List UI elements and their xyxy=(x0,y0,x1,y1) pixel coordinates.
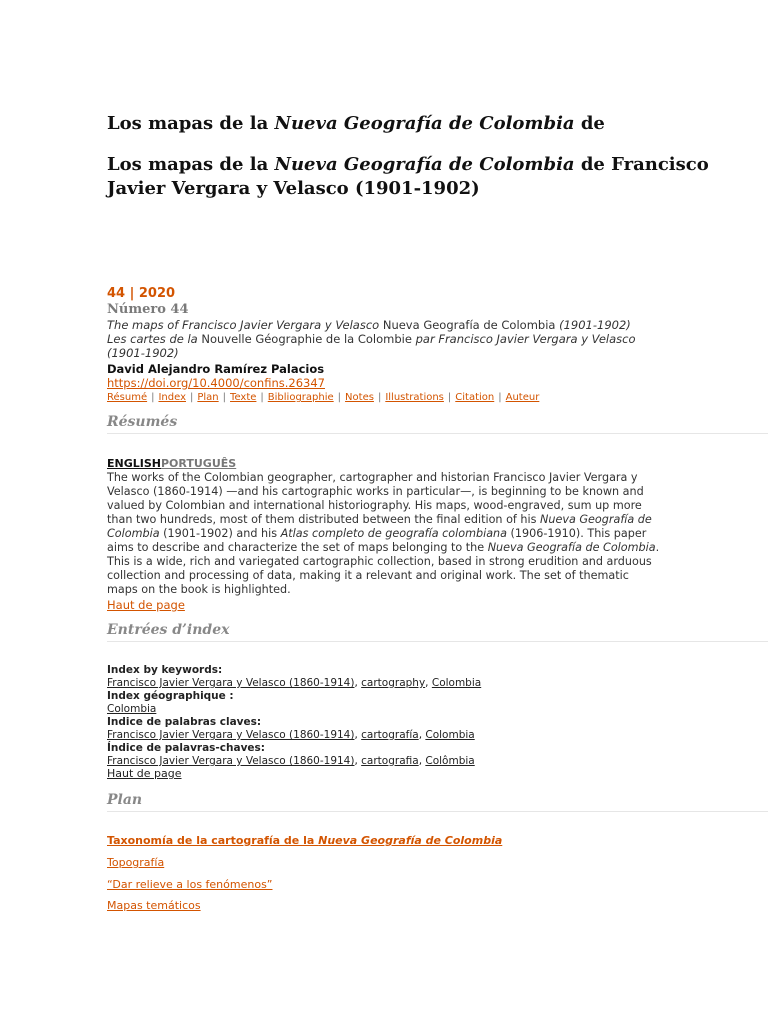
index-list-geographic xyxy=(107,703,667,716)
abstract-part: . This is a wide, rich and variegated cartographic collection, based in strong erudition and arduous collection and processing of data, making it a relevant and original work. The set of thematic maps on the book is highlighted. xyxy=(107,541,660,596)
back-to-top xyxy=(107,767,182,780)
abstract-italic: Atlas completo de geografía colombiana xyxy=(280,527,507,540)
toc-separator: | xyxy=(190,392,194,403)
abstract-text xyxy=(107,471,663,597)
index-list-keywords-pt xyxy=(107,755,667,768)
plan-item xyxy=(107,878,273,891)
index-link[interactable]: Colômbia xyxy=(425,755,475,767)
index-link[interactable]: cartografia xyxy=(361,755,419,767)
translated-title-en xyxy=(107,318,667,332)
index-label-keywords-en: Index by keywords: xyxy=(107,664,223,676)
toc-separator: | xyxy=(498,392,502,403)
abstract-italic: Nueva Geografía de Colombia xyxy=(107,513,652,540)
plan-item xyxy=(107,899,201,912)
toc-link-resume[interactable]: Résumé xyxy=(107,392,148,403)
index-label-keywords-pt: Índice de palavras-chaves: xyxy=(107,742,265,754)
plan-item xyxy=(107,834,502,847)
section-heading-resumes: Résumés xyxy=(107,414,768,434)
toc-separator: | xyxy=(447,392,452,403)
index-link[interactable]: cartography xyxy=(361,677,426,689)
toc-link-notes[interactable]: Notes xyxy=(345,392,374,403)
back-to-top xyxy=(107,598,185,612)
tab-english[interactable]: ENGLISH xyxy=(107,457,161,470)
section-heading-plan: Plan xyxy=(107,792,768,812)
doi-link[interactable]: https://doi.org/10.4000/confins.26347 xyxy=(107,376,325,390)
index-link[interactable]: Colombia xyxy=(431,677,482,689)
toc-link-illustrations[interactable]: Illustrations xyxy=(385,392,444,403)
plan-link-mapas-tematicos[interactable]: Mapas temáticos xyxy=(107,899,201,912)
plan-link-topografia[interactable]: Topografía xyxy=(107,856,165,869)
index-list-keywords-en xyxy=(107,677,667,690)
page-title-italic: Nueva Geografía de Colombia xyxy=(274,154,575,175)
doi xyxy=(107,376,667,390)
language-tabs xyxy=(107,457,236,470)
page-title-text: Los mapas de la xyxy=(107,154,275,175)
toc-separator: | xyxy=(377,392,382,403)
toc-separator: | xyxy=(151,392,155,403)
back-to-top-link[interactable]: Haut de page xyxy=(107,767,182,780)
toc-nav xyxy=(107,392,539,403)
index-separator: , xyxy=(354,677,362,689)
title-short-italic: Nueva Geografía de Colombia xyxy=(274,113,575,134)
plan-link-taxonomia[interactable] xyxy=(107,834,502,847)
index-entries xyxy=(107,664,667,768)
toc-link-bibliographie[interactable]: Bibliographie xyxy=(267,392,334,403)
index-separator: , xyxy=(354,755,362,767)
translated-title-en-years: (1901-1902) xyxy=(559,318,631,332)
title-short xyxy=(107,113,605,134)
toc-link-index[interactable]: Index xyxy=(158,392,186,403)
toc-link-texte[interactable]: Texte xyxy=(230,392,257,403)
translated-title-fr-roman: Nouvelle Géographie de la Colombie xyxy=(197,332,416,346)
page-title xyxy=(107,153,747,201)
plan-link-italic: Nueva Geografía de Colombia xyxy=(318,834,503,847)
plan-link-relieve[interactable]: “Dar relieve a los fenómenos” xyxy=(107,878,273,891)
translated-title-en-italic: The maps of Francisco Javier Vergara y Velasco xyxy=(107,318,380,332)
toc-separator: | xyxy=(337,392,342,403)
toc-link-plan[interactable]: Plan xyxy=(197,392,219,403)
index-link[interactable]: Colombia xyxy=(107,703,157,715)
index-separator: , xyxy=(425,677,432,689)
abstract-part: (1906-1910). This paper aims to describe and characterize the set of maps belonging to the xyxy=(107,527,647,554)
toc-link-citation[interactable]: Citation xyxy=(455,392,495,403)
translated-title-fr-tail: par Francisco Javier Vergara y Velasco (1901-1902) xyxy=(107,332,636,360)
section-heading-index: Entrées d’index xyxy=(107,622,768,642)
index-link[interactable]: Francisco Javier Vergara y Velasco (1860-1914) xyxy=(107,729,355,741)
index-list-keywords-es xyxy=(107,729,667,742)
plan-link-text: Taxonomía de la cartografía de la xyxy=(107,834,319,847)
index-link[interactable]: Francisco Javier Vergara y Velasco (1860-1914) xyxy=(107,677,355,689)
page-title-suffix: de Francisco Javier Vergara y Velasco (1901-1902) xyxy=(107,154,709,199)
title-short-suffix: de xyxy=(574,113,605,134)
abstract-part: (1901-1902) and his xyxy=(159,527,281,540)
issue-number: Número 44 xyxy=(107,302,189,317)
toc-link-auteur[interactable]: Auteur xyxy=(505,392,540,403)
index-label-geographic: Index géographique : xyxy=(107,690,234,702)
abstract-italic: Nueva Geografía de Colombia xyxy=(487,541,656,554)
issue-label[interactable]: 44 | 2020 xyxy=(107,286,176,301)
index-link[interactable]: Francisco Javier Vergara y Velasco (1860-1914) xyxy=(107,755,355,767)
author-name: David Alejandro Ramírez Palacios xyxy=(107,362,325,376)
index-separator: , xyxy=(354,729,362,741)
title-short-text: Los mapas de la xyxy=(107,113,275,134)
abstract-part: The works of the Colombian geographer, cartographer and historian Francisco Javier Vergara y Velasco (1860-1914) —and his cartographic works in particular—, is beginning to be known and valued by Colombian and international historiography. His maps, wood-engraved, sum up more than two hundreds, most of them distributed between the final edition of his xyxy=(107,471,644,526)
plan-item xyxy=(107,856,164,869)
index-link[interactable]: cartografía xyxy=(361,729,419,741)
translated-title-fr-italic: Les cartes de la xyxy=(107,332,198,346)
index-separator: , xyxy=(418,729,426,741)
index-separator: , xyxy=(418,755,426,767)
index-label-keywords-es: Indice de palabras claves: xyxy=(107,716,262,728)
back-to-top-link[interactable]: Haut de page xyxy=(107,598,185,612)
translated-title-en-roman: Nueva Geografía de Colombia xyxy=(379,318,560,332)
toc-separator: | xyxy=(222,392,227,403)
toc-separator: | xyxy=(260,392,264,403)
translated-title-fr xyxy=(107,332,667,360)
index-link[interactable]: Colombia xyxy=(425,729,475,741)
tab-portugues[interactable]: PORTUGUÊS xyxy=(160,457,237,470)
